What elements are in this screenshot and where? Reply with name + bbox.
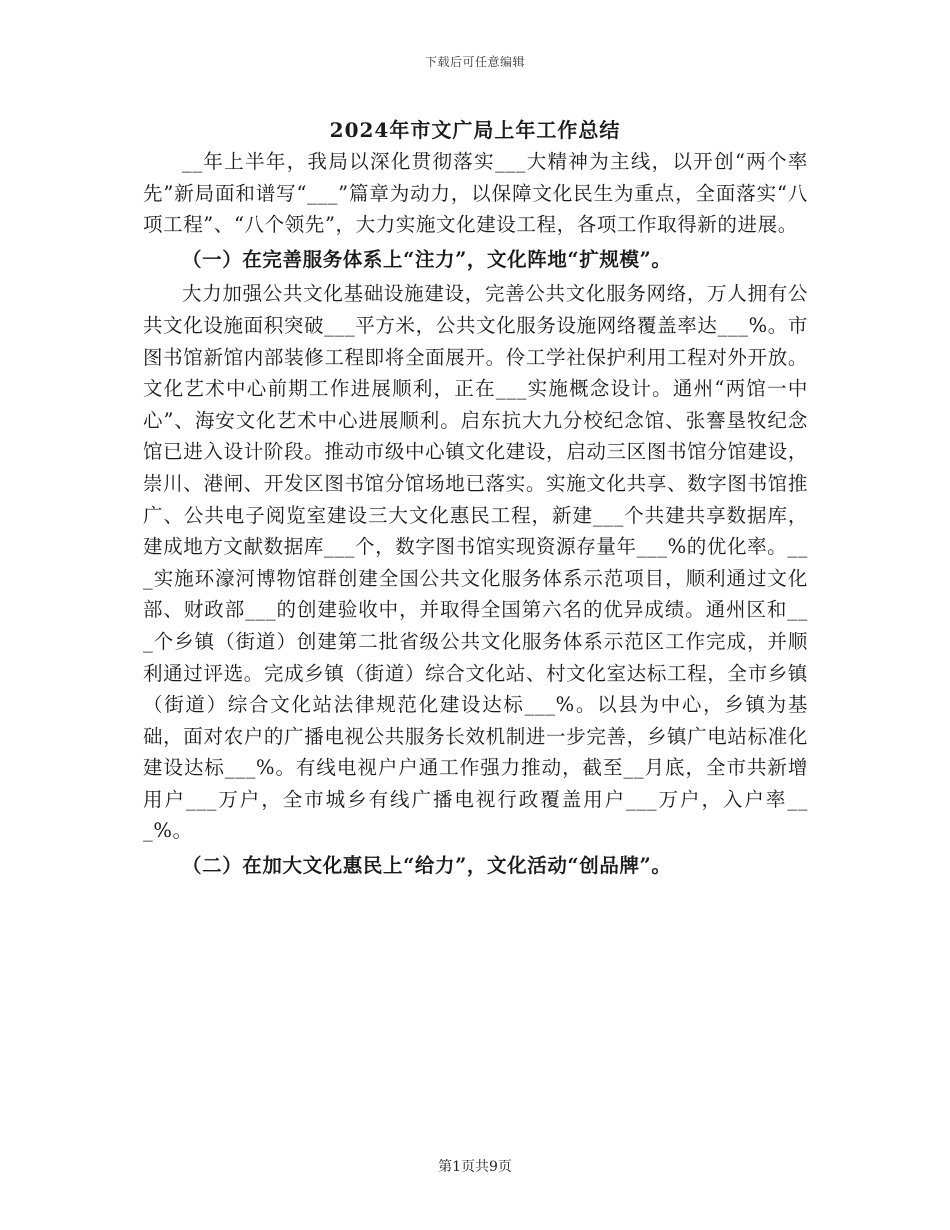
intro-paragraph: __年上半年，我局以深化贯彻落实___大精神为主线，以开创“两个率先”新局面和谱写“___”篇章为动力，以保障文化民生为重点，全面落实“八项工程”、“八个领先”，大力实施文化建设工程，各项工作取得新的进展。: [143, 150, 808, 237]
section-heading-1: （一）在完善服务体系上“注力”，文化阵地“扩规模”。: [182, 247, 672, 271]
page-footer: 第1页共9页: [438, 1159, 512, 1175]
document-title: 2024年市文广局上年工作总结: [329, 118, 621, 142]
page-header-note: 下载后可任意编辑: [424, 55, 525, 69]
document-body: [143, 146, 808, 885]
section-body-1: 大力加强公共文化基础设施建设，完善公共文化服务网络，万人拥有公共文化设施面积突破___平方米，公共文化服务设施网络覆盖率达___%。市图书馆新馆内部装修工程即将全面展开。伶工学社保护利用工程对外开放。文化艺术中心前期工作进展顺利，正在___实施概念设计。通州“两馆一中心”、海安文化艺术中心进展顺利。启东抗大九分校纪念馆、张謇垦牧纪念馆已进入设计阶段。推动市级中心镇文化建设，启动三区图书馆分馆建设，崇川、港闸、开发区图书馆分馆场地已落实。实施文化共享、数字图书馆推广、公共电子阅览室建设三大文化惠民工程，新建___个共建共享数据库，建成地方文献数据库___个，数字图书馆实现资源存量年___%的优化率。___实施环濠河博物馆群创建全国公共文化服务体系示范项目，顺利通过文化部、财政部___的创建验收中，并取得全国第六名的优异成绩。通州区和___个乡镇（街道）创建第二批省级公共文化服务体系示范区工作完成，并顺利通过评选。完成乡镇（街道）综合文化站、村文化室达标工程，全市乡镇（街道）综合文化站法律规范化建设达标___%。以县为中心，乡镇为基础，面对农户的广播电视公共服务长效机制进一步完善，乡镇广电站标准化建设达标___%。有线电视户户通工作强力推动，截至__月底，全市共新增用户___万户，全市城乡有线广播电视行政覆盖用户___万户，入户率___%。: [143, 282, 808, 843]
section-heading-2: （二）在加大文化惠民上“给力”，文化活动“创品牌”。: [182, 854, 672, 878]
